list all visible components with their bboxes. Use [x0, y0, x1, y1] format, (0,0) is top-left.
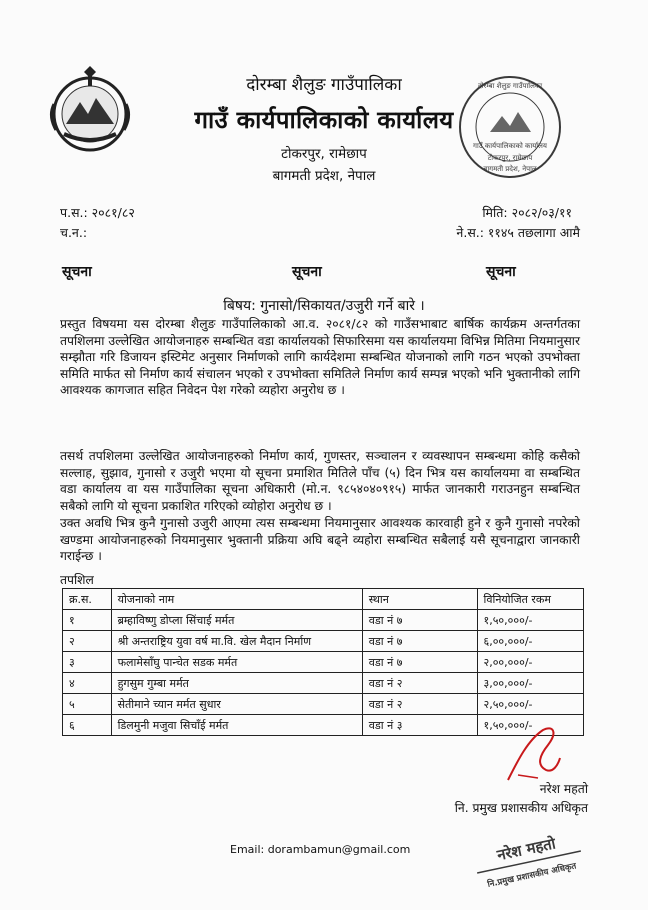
footer-email: Email: dorambamun@gmail.com — [230, 843, 411, 856]
row-location: वडा नं ७ — [362, 652, 477, 673]
stamp-designation: नि.प्रमुख प्रशासकीय अधिकृत — [486, 861, 578, 890]
office-round-seal — [455, 72, 565, 182]
signatory-stamp — [470, 822, 588, 902]
date: मिति: २०८२/०३/११ — [482, 205, 572, 220]
table-label: तपशिल — [60, 573, 94, 587]
row-amount: २,००,०००/- — [477, 652, 584, 673]
table-row — [63, 694, 584, 715]
body-paragraph-1: प्रस्तुत विषयमा यस दोरम्बा शैलुङ गाउँपालिकाको आ.व. २०८१/८२ को गाउँसभाबाट बार्षिक कार्यक्रम अन्तर्गतका तपशिलमा उल्लेखित आयोजनाहरु सम्बन्धित वडा कार्यालयको सिफारिसमा यस कार्यालयमा विभिन्न मितिमा नियमानुसार सम्झौता गरि डिजायन इस्टिमेट अनुसार निर्माणको लागि कार्यदेशमा सम्बन्धित योजनाको लागि गठन भएको उपभोक्ता समिति मार्फत सो निर्माण कार्य संचालन भएको र उपभोक्ता समितिले निर्माण कार्य सम्पन्न भएको भनि भुक्तानीको लागि आवश्यक कागजात सहित निवेदन पेश गरेको व्यहोरा अनुरोध छ । — [60, 317, 580, 398]
row-amount: १,५०,०००/- — [477, 715, 584, 736]
row-serial: ६ — [63, 715, 112, 736]
header-amount: विनियोजित रकम — [477, 589, 584, 610]
address-line-2: बागमती प्रदेश, नेपाल — [272, 168, 376, 184]
row-amount: ६,००,०००/- — [477, 631, 584, 652]
table-row — [63, 631, 584, 652]
nepal-sambat-date: ने.स.: ११४५ तछलागा आमै — [456, 225, 580, 240]
dispatch-number: च.न.: — [60, 225, 88, 240]
address-line-1: टोकरपुर, रामेछाप — [281, 146, 367, 162]
notice-label-right: सूचना — [486, 264, 516, 280]
row-serial: ३ — [63, 652, 112, 673]
subject-line: बिषय: गुनासो/सिकायत/उजुरी गर्ने बारे । — [223, 298, 425, 314]
row-amount: ३,००,०००/- — [477, 673, 584, 694]
table-row — [63, 610, 584, 631]
table-header-row — [63, 589, 584, 610]
seal-text-mid: गाउँ कार्यपालिकाको कार्यालय — [473, 142, 547, 150]
row-project-name: ब्रम्हाविष्णु डोप्ला सिंचाई मर्मत — [111, 610, 362, 631]
row-project-name: हुगसुम गुम्बा मर्मत — [111, 673, 362, 694]
row-amount: १,५०,०००/- — [477, 610, 584, 631]
reference-number: प.स.: २०८१/८२ — [60, 205, 135, 220]
row-project-name: श्री अन्तराष्ट्रिय युवा वर्ष मा.वि. खेल मैदान निर्माण — [111, 631, 362, 652]
row-location: वडा नं २ — [362, 673, 477, 694]
stamp-name: नरेश महतो — [495, 834, 558, 865]
row-amount: २,५०,०००/- — [477, 694, 584, 715]
row-project-name: डिलमुनी मजुवा सिचाँई मर्मत — [111, 715, 362, 736]
row-serial: ४ — [63, 673, 112, 694]
header-project-name: योजनाको नाम — [111, 589, 362, 610]
body-paragraph-3: उक्त अवधि भित्र कुनै गुनासो उजुरी आएमा त्यस सम्बन्धमा नियमानुसार आवश्यक कारवाही हुने र कुनै गुनासो नपरेको खण्डमा आयोजनाहरुको नियमानुसार भुक्तानी प्रक्रिया अघि बढ्ने व्यहोरा सम्बन्धित सबैलाई यसै सूचनाद्वारा जानकारी गराईन्छ । — [60, 516, 580, 564]
row-serial: ५ — [63, 694, 112, 715]
row-project-name: फलामेसाँघु पान्चेत सडक मर्मत — [111, 652, 362, 673]
body-paragraph-2: तसर्थ तपशिलमा उल्लेखित आयोजनाहरुको निर्माण कार्य, गुणस्तर, सञ्चालन र व्यवस्थापन सम्बन्धमा कोहि कसैको सल्लाह, सुझाव, गुनासो र उजुरी भएमा यो सूचना प्रमाशित मितिले पाँच (५) दिन भित्र यस कार्यालयमा वा सम्बन्धित वडा कार्यालय वा यस गाउँपालिका सूचना अधिकारी (मो.न. ९८५४०४०९१५) मार्फत जानकारी गराउनहुन सम्बन्धित सबैको लागि यो सूचना प्रकाशित गरिएको व्योहोरा अनुरोध छ । — [60, 449, 580, 513]
header-location: स्थान — [362, 589, 477, 610]
seal-text-top: दोरम्बा शैलुङ गाउँपालिका — [477, 82, 543, 90]
notice-label-left: सूचना — [62, 264, 92, 280]
row-location: वडा नं २ — [362, 694, 477, 715]
seal-text-last: बागमती प्रदेश, नेपाल — [483, 165, 537, 173]
header-serial: क्र.स. — [63, 589, 112, 610]
row-serial: २ — [63, 631, 112, 652]
row-serial: १ — [63, 610, 112, 631]
row-location: वडा नं ७ — [362, 610, 477, 631]
table-row — [63, 652, 584, 673]
seal-text-bottom: टोकरपुर, रामेछाप — [487, 154, 533, 162]
projects-table — [62, 588, 584, 736]
signatory-designation: नि. प्रमुख प्रशासकीय अधिकृत — [454, 801, 588, 815]
municipality-name: दोरम्बा शैलुङ गाउँपालिका — [246, 75, 402, 95]
signatory-name: नरेश महतो — [539, 782, 588, 796]
table-row — [63, 673, 584, 694]
row-project-name: सेतीमाने च्यान मर्मत सुधार — [111, 694, 362, 715]
row-location: वडा नं ३ — [362, 715, 477, 736]
office-title: गाउँ कार्यपालिकाको कार्यालय — [194, 106, 454, 134]
notice-label-center: सूचना — [292, 264, 322, 280]
row-location: वडा नं ७ — [362, 631, 477, 652]
